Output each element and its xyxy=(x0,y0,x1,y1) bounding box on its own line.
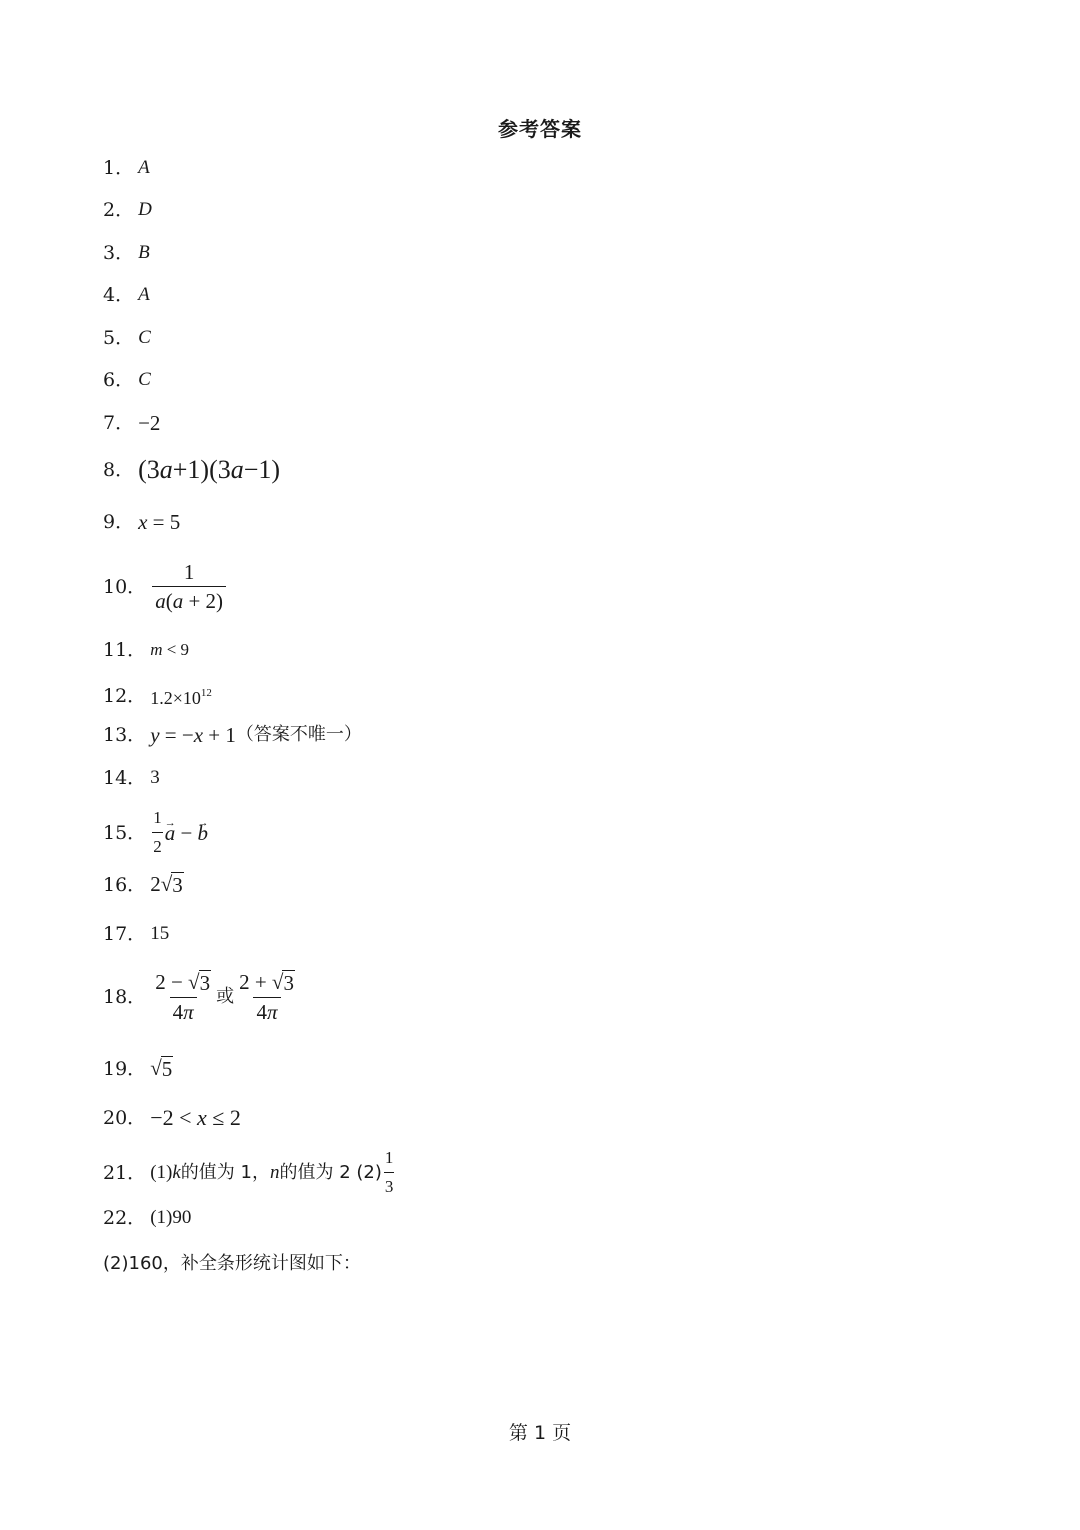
answer-value: C xyxy=(138,327,151,348)
answer-7 xyxy=(103,411,160,435)
answer-value: 15 xyxy=(150,923,170,944)
radicand: 5 xyxy=(161,1057,173,1081)
expr-part: 2 + xyxy=(239,970,272,994)
expr-part: −2 < xyxy=(150,1105,198,1130)
coefficient: 2 xyxy=(150,872,161,896)
numerator: 1 xyxy=(384,1148,394,1167)
answer-number: 19． xyxy=(103,1057,147,1080)
square-root xyxy=(150,1056,173,1081)
expr-var: a xyxy=(159,455,173,484)
denominator xyxy=(152,586,226,613)
answer-number: 11． xyxy=(103,639,147,661)
fraction xyxy=(152,806,163,859)
answer-9 xyxy=(103,510,180,534)
expr-part: 4 xyxy=(172,1000,184,1024)
answer-expression xyxy=(150,681,212,710)
vector-b: → b xyxy=(198,821,209,845)
expr-var: k xyxy=(172,1161,181,1183)
fraction xyxy=(152,560,226,613)
answer-5 xyxy=(103,326,151,350)
answer-number: 10． xyxy=(103,575,147,598)
answer-number: 15． xyxy=(103,821,147,844)
answer-number: 16． xyxy=(103,873,147,896)
answer-expression xyxy=(165,821,208,845)
answer-13 xyxy=(103,723,362,747)
answer-3 xyxy=(103,241,150,265)
denominator: 2 xyxy=(152,832,163,859)
answer-18 xyxy=(103,970,300,1024)
answer-expression xyxy=(138,455,281,484)
expr-var: a xyxy=(155,589,166,613)
answer-expression xyxy=(150,1161,181,1185)
square-root xyxy=(161,872,184,897)
expr-part: < 9 xyxy=(162,640,190,659)
vector-a: → a xyxy=(165,821,176,845)
fraction-second xyxy=(236,970,298,1024)
numerator: 1 xyxy=(183,560,195,584)
radical-sign: √ xyxy=(188,970,200,994)
expr-part: −1) xyxy=(243,455,281,484)
fraction-first xyxy=(152,970,214,1024)
expr-var: a xyxy=(230,455,244,484)
page-number-footer: 第 1 页 xyxy=(508,1422,572,1444)
expr-part: ≤ 2 xyxy=(206,1105,241,1130)
fraction xyxy=(384,1146,395,1199)
radical-sign: √ xyxy=(271,970,284,994)
expr-part: +1)(3 xyxy=(172,455,231,484)
answer-value: A xyxy=(138,284,150,305)
answer-expression xyxy=(150,638,189,662)
answer-number: 3． xyxy=(103,242,135,264)
expr-part: = − xyxy=(159,723,194,747)
radical-sign: √ xyxy=(150,1056,162,1080)
answer-text: 的值为 2 (2) xyxy=(279,1161,382,1183)
expr-var: x xyxy=(138,510,148,534)
answer-number: 12． xyxy=(103,684,147,707)
answer-number: 9． xyxy=(103,511,135,533)
expr-part: (1) xyxy=(150,1161,173,1183)
answer-number: 8． xyxy=(103,459,135,481)
expr-part: + 1 xyxy=(203,723,236,747)
answer-value: (1)90 xyxy=(150,1207,192,1228)
answer-10 xyxy=(103,560,228,613)
answer-14 xyxy=(103,766,160,790)
answer-number: 21． xyxy=(103,1161,147,1184)
answer-16 xyxy=(103,872,184,897)
answer-number: 13． xyxy=(103,724,147,746)
expr-part: 2 − xyxy=(155,970,189,994)
answer-number: 14． xyxy=(103,767,147,789)
numerator xyxy=(152,970,214,997)
page-title: 参考答案 xyxy=(498,117,582,141)
square-root xyxy=(272,970,295,995)
answer-text: 的值为 1， xyxy=(180,1161,270,1183)
answer-number: 1． xyxy=(103,157,135,179)
denominator xyxy=(253,997,280,1024)
answer-22 xyxy=(103,1206,191,1230)
answer-2 xyxy=(103,198,152,222)
expr-var: x xyxy=(193,723,204,747)
pi-symbol: π xyxy=(266,1000,278,1024)
expr-part: 1.2×10 xyxy=(150,688,201,708)
expr-var: m xyxy=(150,640,163,659)
answer-8 xyxy=(103,455,281,484)
answer-number: 17． xyxy=(103,923,147,945)
answer-note: （答案不唯一） xyxy=(235,724,362,745)
expr-part: − xyxy=(175,820,198,845)
answer-expression xyxy=(150,1056,173,1081)
numerator: 1 xyxy=(153,808,162,827)
radicand: 3 xyxy=(172,873,183,897)
answer-expression xyxy=(138,510,180,534)
answer-value: B xyxy=(138,242,150,263)
answer-11 xyxy=(103,638,189,662)
answer-number: 4． xyxy=(103,284,135,306)
answer-expression xyxy=(150,1106,241,1130)
radical-sign: √ xyxy=(160,872,173,896)
answer-4 xyxy=(103,283,150,307)
answer-22-part-2: (2)160，补全条形统计图如下： xyxy=(103,1253,361,1274)
answer-number: 18． xyxy=(103,986,147,1008)
numerator xyxy=(236,970,298,997)
radicand: 3 xyxy=(199,971,211,995)
answer-number: 22． xyxy=(103,1207,147,1229)
expr-part: 4 xyxy=(256,1000,267,1024)
answer-15 xyxy=(103,806,208,859)
answer-17 xyxy=(103,922,169,946)
expr-part: ( xyxy=(165,589,173,613)
answer-number: 2． xyxy=(103,199,135,221)
denominator: 3 xyxy=(384,1172,395,1199)
answer-value: −2 xyxy=(138,411,161,435)
denominator xyxy=(170,997,197,1024)
pi-symbol: π xyxy=(183,1000,194,1024)
expr-part: (3 xyxy=(138,455,160,484)
answer-value: C xyxy=(138,369,151,390)
answer-6 xyxy=(103,368,151,392)
answer-number: 7． xyxy=(103,412,135,434)
answer-value: A xyxy=(138,157,150,178)
answer-number: 20． xyxy=(103,1107,147,1129)
answer-number: 6． xyxy=(103,369,135,391)
expr-var: n xyxy=(269,1161,280,1183)
answer-1 xyxy=(103,156,150,180)
square-root xyxy=(188,970,211,995)
answer-20 xyxy=(103,1106,241,1130)
expr-var: x xyxy=(197,1105,207,1130)
answer-value: 3 xyxy=(150,767,160,788)
answer-expression xyxy=(150,723,236,747)
expr-var: a xyxy=(172,589,184,613)
answer-value: D xyxy=(138,199,152,220)
expr-part: + 2) xyxy=(183,589,224,613)
answer-12 xyxy=(103,681,212,710)
conjunction-or: 或 xyxy=(216,986,235,1007)
expr-part: = 5 xyxy=(147,510,181,534)
answer-19 xyxy=(103,1056,173,1081)
answer-21 xyxy=(103,1146,396,1199)
radicand: 3 xyxy=(283,971,294,995)
exponent: 12 xyxy=(200,687,212,699)
expr-var: y xyxy=(150,723,160,747)
answer-expression xyxy=(150,872,184,897)
answer-number: 5． xyxy=(103,327,135,349)
